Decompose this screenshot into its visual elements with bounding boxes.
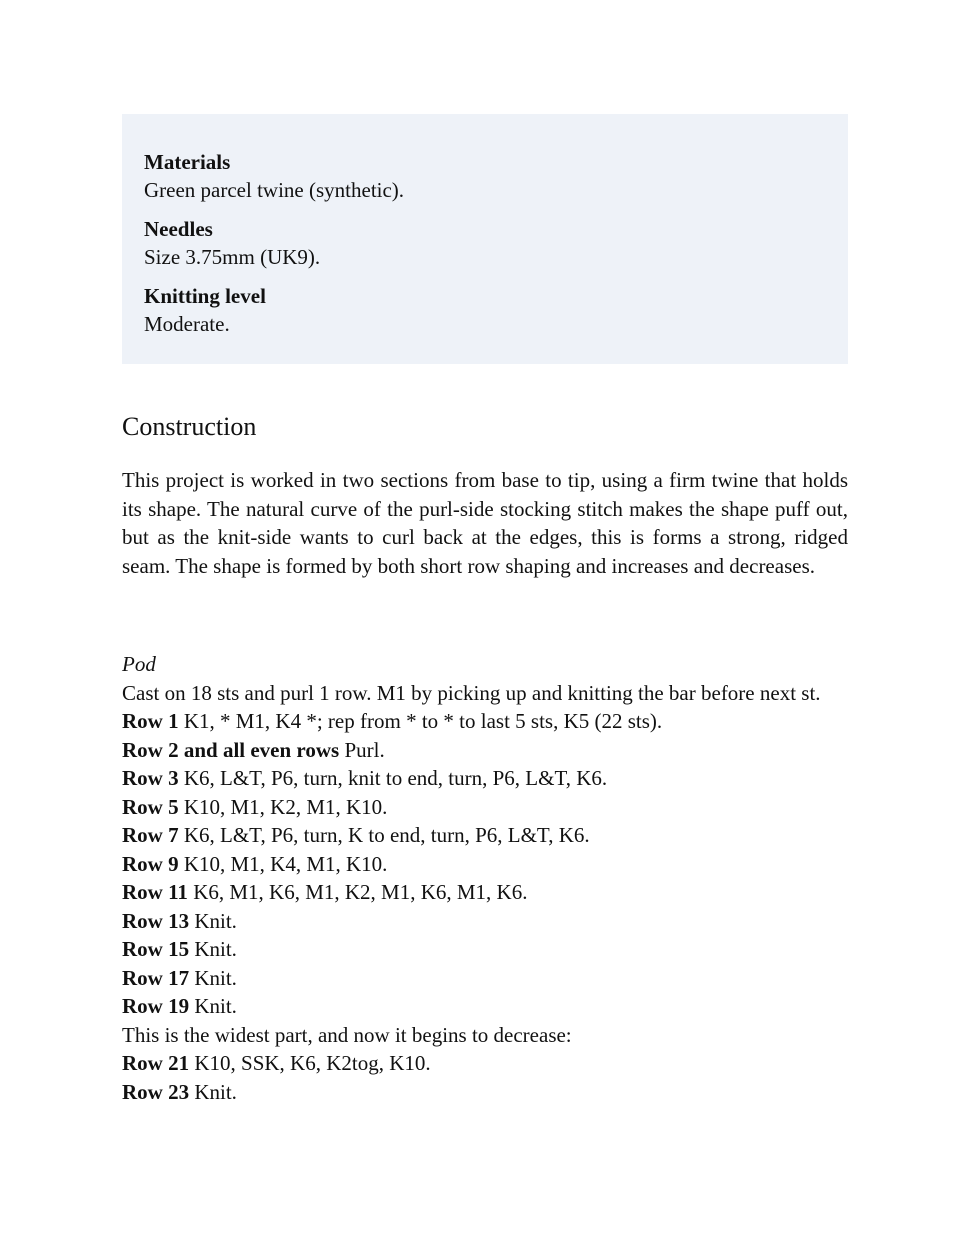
- pattern-row: [122, 736, 848, 765]
- pattern-row: [122, 1049, 848, 1078]
- pod-title: Pod: [122, 652, 156, 676]
- pattern-row: [122, 764, 848, 793]
- pattern-row: [122, 850, 848, 879]
- pattern-row: [122, 707, 848, 736]
- row-label: Row 5: [122, 794, 179, 819]
- row-label: Row 19: [122, 994, 190, 1018]
- row-instruction: K6, L&T, P6, turn, knit to end, turn, P6, L&T, K6.: [178, 766, 608, 790]
- row-label: Row 9: [122, 851, 179, 876]
- row-label: Row 7: [122, 823, 179, 847]
- construction-paragraph: This project is worked in two sections from base to tip, using a firm twine that holds its shape. The natural curve of the purl-side stocking stitch makes the shape puff out, but as the knit-side wants to curl back at the edges, this is forms a strong, ridged seam. The shape is formed by both short row shaping and increases and decreases.: [122, 468, 848, 578]
- pattern-row: [122, 878, 848, 907]
- row-label: Row 3: [122, 766, 179, 790]
- row-instruction: Knit.: [189, 1079, 237, 1104]
- row-label: Row 11: [122, 880, 188, 904]
- construction-heading: Construction: [122, 412, 257, 441]
- needles-group: [144, 215, 848, 271]
- needles-value: Size 3.75mm (UK9).: [144, 245, 321, 269]
- knitting-level-group: [144, 282, 848, 338]
- row-instruction: Knit.: [189, 908, 237, 933]
- row-instruction: Purl.: [339, 737, 385, 762]
- row-label: Row 2 and all even rows: [122, 737, 340, 762]
- row-instruction: K10, M1, K2, M1, K10.: [178, 794, 388, 819]
- decrease-note: This is the widest part, and now it begins to decrease:: [122, 1022, 572, 1047]
- row-label: Row 13: [122, 908, 190, 933]
- knitting-level-value: Moderate.: [144, 312, 230, 336]
- pattern-row: [122, 793, 848, 822]
- pattern-info-box: [122, 114, 848, 364]
- row-instruction: Knit.: [189, 994, 237, 1018]
- pattern-row: [122, 935, 848, 964]
- materials-value: Green parcel twine (synthetic).: [144, 178, 405, 202]
- row-label: Row 21: [122, 1051, 190, 1075]
- row-instruction: Knit.: [189, 937, 237, 961]
- row-instruction: K6, L&T, P6, turn, K to end, turn, P6, L&T, K6.: [178, 823, 590, 847]
- pod-section: [122, 650, 848, 1106]
- knitting-level-label: Knitting level: [144, 284, 266, 308]
- pattern-row: [122, 964, 848, 993]
- pattern-row: [122, 821, 848, 850]
- pattern-row: [122, 992, 848, 1021]
- needles-label: Needles: [144, 217, 213, 241]
- row-instruction: K6, M1, K6, M1, K2, M1, K6, M1, K6.: [187, 880, 528, 904]
- row-label: Row 1: [122, 709, 179, 733]
- row-label: Row 23: [122, 1079, 190, 1104]
- materials-group: [144, 148, 848, 204]
- materials-label: Materials: [144, 150, 231, 174]
- row-instruction: K10, M1, K4, M1, K10.: [178, 851, 388, 876]
- row-instruction: K10, SSK, K6, K2tog, K10.: [189, 1051, 431, 1075]
- pod-intro: Cast on 18 sts and purl 1 row. M1 by picking up and knitting the bar before next st.: [122, 680, 821, 705]
- pattern-row: [122, 1078, 848, 1107]
- row-instruction: Knit.: [189, 965, 237, 990]
- row-label: Row 15: [122, 937, 190, 961]
- row-instruction: K1, * M1, K4 *; rep from * to * to last 5 sts, K5 (22 sts).: [178, 709, 663, 733]
- pattern-row: [122, 907, 848, 936]
- row-label: Row 17: [122, 965, 190, 990]
